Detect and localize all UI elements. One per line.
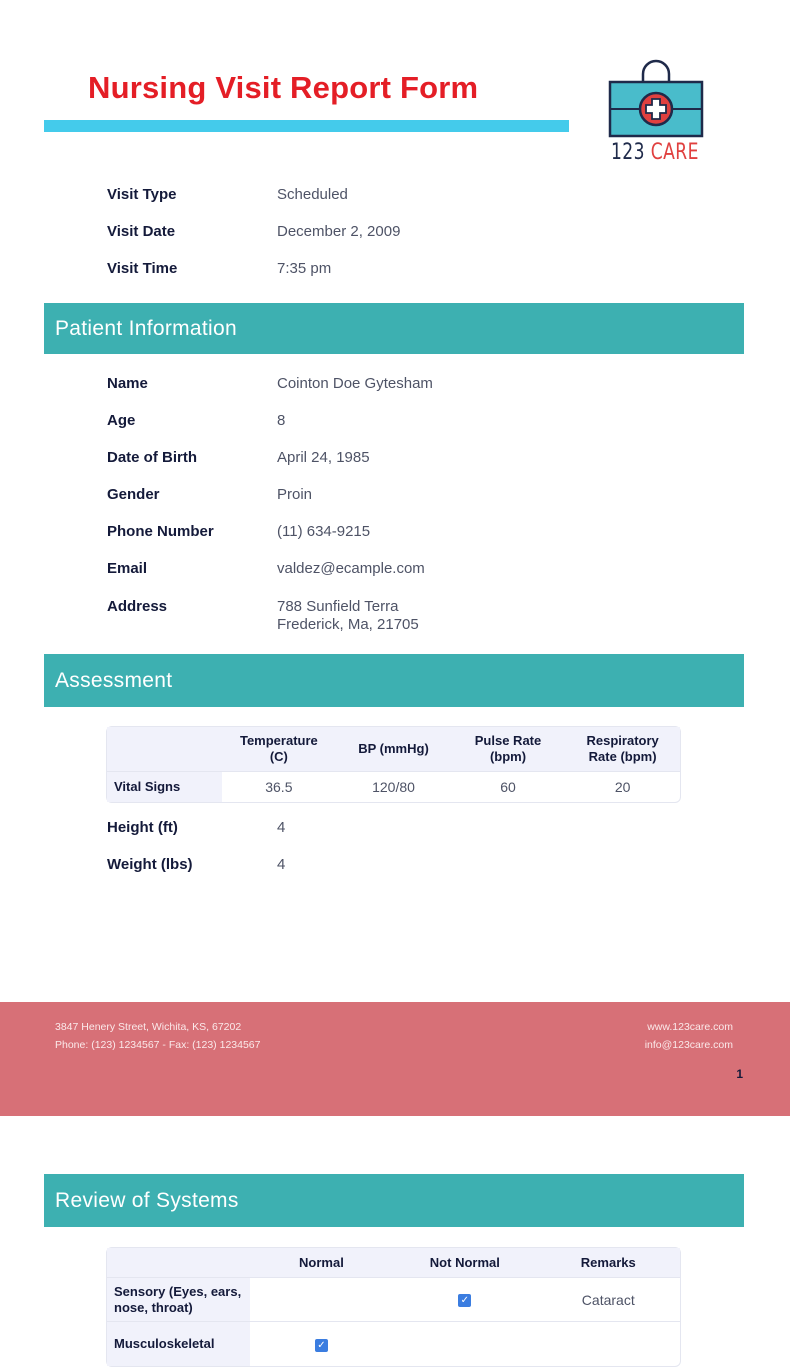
remarks-cell: Cataract (537, 1278, 680, 1322)
row-header: Sensory (Eyes, ears, nose, throat) (107, 1278, 250, 1322)
weight-row (107, 856, 667, 874)
column-header (107, 1248, 250, 1278)
field-label: Email (107, 560, 148, 577)
checkbox-checked[interactable]: ✓ (315, 1339, 328, 1352)
vital-signs-table (106, 726, 681, 803)
field-value: (11) 634-9215 (277, 523, 371, 540)
section-header-assessment: Assessment (44, 654, 744, 707)
field-value: valdez@ecample.com (277, 560, 425, 577)
field-value: December 2, 2009 (277, 223, 401, 240)
field-value: Proin (277, 486, 313, 503)
field-label: Height (ft) (107, 819, 178, 836)
field-label: Age (107, 412, 136, 429)
field-value: 8 (277, 412, 286, 429)
section-header-review-of-systems: Review of Systems (44, 1174, 744, 1227)
table-header-row (107, 727, 680, 772)
field-label: Visit Time (107, 260, 178, 277)
column-header-not-normal: Not Normal (393, 1248, 536, 1278)
patient-dob-row (107, 449, 667, 467)
respiratory-value: 20 (614, 779, 631, 795)
row-header: Musculoskeletal (107, 1322, 250, 1366)
footer-email-link[interactable]: info@123care.com (644, 1039, 733, 1051)
row-header: Vital Signs (107, 772, 222, 802)
column-header (107, 727, 222, 772)
table-row (107, 1322, 680, 1366)
logo-number: 123 (611, 140, 645, 165)
field-value (277, 598, 419, 634)
column-header-temperature: Temperature (C) (222, 727, 337, 772)
field-label: Weight (lbs) (107, 856, 193, 873)
address-line-1: 788 Sunfield Terra (277, 598, 399, 615)
column-header-remarks: Remarks (537, 1248, 680, 1278)
patient-gender-row (107, 486, 667, 504)
field-label: Date of Birth (107, 449, 197, 466)
field-value: Cointon Doe Gytesham (277, 375, 433, 392)
footer-phone-fax: Phone: (123) 1234567 - Fax: (123) 1234567 (55, 1039, 261, 1051)
not-normal-cell (393, 1278, 536, 1322)
table-row (107, 772, 680, 802)
page-title: Nursing Visit Report Form (88, 70, 479, 105)
logo-word: CARE (650, 140, 699, 165)
field-value: 7:35 pm (277, 260, 332, 277)
field-label: Visit Type (107, 186, 177, 203)
field-label: Name (107, 375, 148, 392)
normal-cell (250, 1278, 393, 1322)
height-row (107, 819, 667, 837)
visit-type-row (107, 186, 667, 204)
title-accent-bar (44, 120, 569, 132)
visit-date-row (107, 223, 667, 241)
footer-website-link[interactable]: www.123care.com (647, 1021, 733, 1033)
section-header-patient-information: Patient Information (44, 303, 744, 354)
pulse-value: 60 (500, 779, 516, 795)
column-header-bp: BP (mmHg) (336, 727, 451, 772)
field-value: 4 (277, 856, 286, 873)
column-header-pulse: Pulse Rate (bpm) (451, 727, 565, 772)
field-label: Visit Date (107, 223, 176, 240)
field-label: Gender (107, 486, 160, 503)
field-value: April 24, 1985 (277, 449, 370, 466)
review-of-systems-table (106, 1247, 681, 1367)
footer-address: 3847 Henery Street, Wichita, KS, 67202 (55, 1021, 242, 1033)
patient-phone-row (107, 523, 667, 541)
logo-text (611, 140, 699, 165)
patient-age-row (107, 412, 667, 430)
field-value: 4 (277, 819, 286, 836)
page-number: 1 (736, 1067, 743, 1081)
checkbox-checked[interactable]: ✓ (458, 1294, 471, 1307)
bp-value: 120/80 (372, 779, 415, 795)
footer-web (645, 1018, 733, 1054)
field-value: Scheduled (277, 186, 348, 203)
temperature-value: 36.5 (265, 779, 293, 795)
table-header-row (107, 1248, 680, 1278)
patient-address-row (107, 598, 667, 634)
field-label: Phone Number (107, 523, 214, 540)
column-header-respiratory: Respiratory Rate (bpm) (565, 727, 680, 772)
field-label: Address (107, 598, 168, 615)
address-line-2: Frederick, Ma, 21705 (277, 616, 419, 633)
column-header-normal: Normal (250, 1248, 393, 1278)
normal-cell (250, 1322, 393, 1366)
patient-name-row (107, 375, 667, 393)
patient-email-row (107, 560, 667, 578)
table-row (107, 1278, 680, 1322)
visit-time-row (107, 260, 667, 278)
remarks-cell (537, 1322, 680, 1366)
footer-contact (55, 1018, 260, 1054)
page-footer (0, 1002, 790, 1116)
not-normal-cell (393, 1322, 536, 1366)
